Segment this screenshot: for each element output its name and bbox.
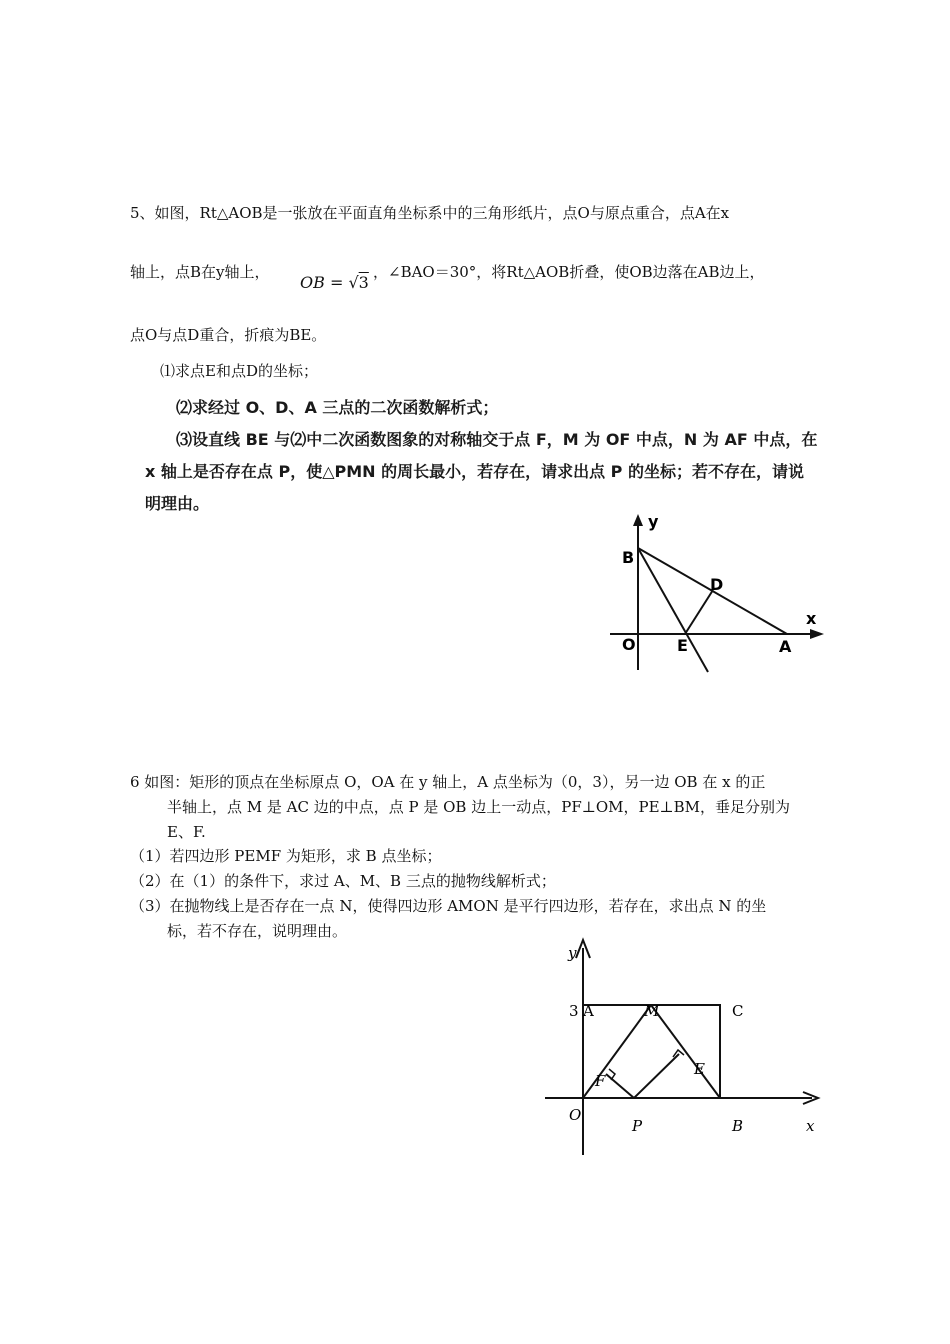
fig1-label-a: A [779, 637, 792, 656]
ob-formula-left: OB = [300, 273, 349, 292]
problem6-text-line3: E、F. [167, 823, 206, 841]
fig2-label-b: B [732, 1117, 744, 1135]
fig2-label-p: P [632, 1117, 643, 1135]
fig1-label-y: y [648, 512, 659, 531]
fig2-label-f: F [595, 1072, 606, 1090]
problem5-line2-prefix: 轴上，点B在y轴上， [130, 263, 270, 281]
problem5-line2-suffix: ，∠BAO＝30°，将Rt△AOB折叠，使OB边落在AB边上， [373, 263, 765, 281]
fig2-label-x: x [806, 1117, 815, 1135]
problem6-question3-line2: 标，若不存在，说明理由。 [167, 922, 348, 940]
problem5-question3-line3: 明理由。 [145, 494, 210, 513]
fig1-label-e: E [677, 636, 688, 655]
sqrt-radicand: 3 [358, 273, 369, 292]
fig1-label-x: x [806, 609, 817, 628]
problem6-question2: （2）在（1）的条件下，求过 A、M、B 三点的抛物线解析式； [130, 872, 556, 890]
fig2-label-three: 3 [569, 1002, 579, 1020]
problem6-question1: （1）若四边形 PEMF 为矩形，求 B 点坐标； [130, 847, 442, 865]
problem6-text-line2: 半轴上，点 M 是 AC 边的中点，点 P 是 OB 边上一动点，PF⊥OM，PE⊥BM，垂足分别为 [167, 798, 791, 816]
problem5-text-line3: 点O与点D重合，折痕为BE。 [130, 326, 327, 344]
fig2-label-a: A [583, 1002, 594, 1020]
problem5-question2: ⑵求经过 O、D、A 三点的二次函数解析式； [176, 398, 499, 417]
fig2-label-y: y [568, 944, 577, 962]
problem5-question3-line1: ⑶设直线 BE 与⑵中二次函数图象的对称轴交于点 F，M 为 OF 中点，N 为 AF 中点，在 [176, 430, 818, 449]
problem5-question3-line2: x 轴上是否存在点 P，使△PMN 的周长最小，若存在，请求出点 P 的坐标；若不存在，请说 [145, 462, 804, 481]
problem6-text-line1: 6 如图：矩形的顶点在坐标原点 O，OA 在 y 轴上，A 点坐标为（0，3），另一边 OB 在 x 的正 [130, 773, 766, 791]
fig2-label-c: C [732, 1002, 744, 1020]
fig1-label-d: D [710, 575, 724, 594]
fig1-label-b: B [622, 548, 635, 567]
fig2-label-o: O [569, 1106, 582, 1124]
fig2-segment-pe [634, 1054, 679, 1098]
sqrt-sign: √ [348, 273, 359, 292]
fig2-segment-mb [651, 1005, 720, 1098]
fig2-label-e: E [694, 1060, 705, 1078]
problem5-text-line1: 5、如图，Rt△AOB是一张放在平面直角坐标系中的三角形纸片，点O与原点重合，点A在x [130, 204, 730, 222]
problem6-question3-line1: （3）在抛物线上是否存在一点 N，使得四边形 AMON 是平行四边形，若存在，求出点 N 的坐 [130, 897, 767, 915]
problem5-question1: ⑴求点E和点D的坐标； [160, 362, 318, 380]
fig2-label-m: M [644, 1002, 660, 1020]
fig1-label-o: O [622, 635, 636, 654]
fig2-segment-pf [606, 1074, 634, 1098]
